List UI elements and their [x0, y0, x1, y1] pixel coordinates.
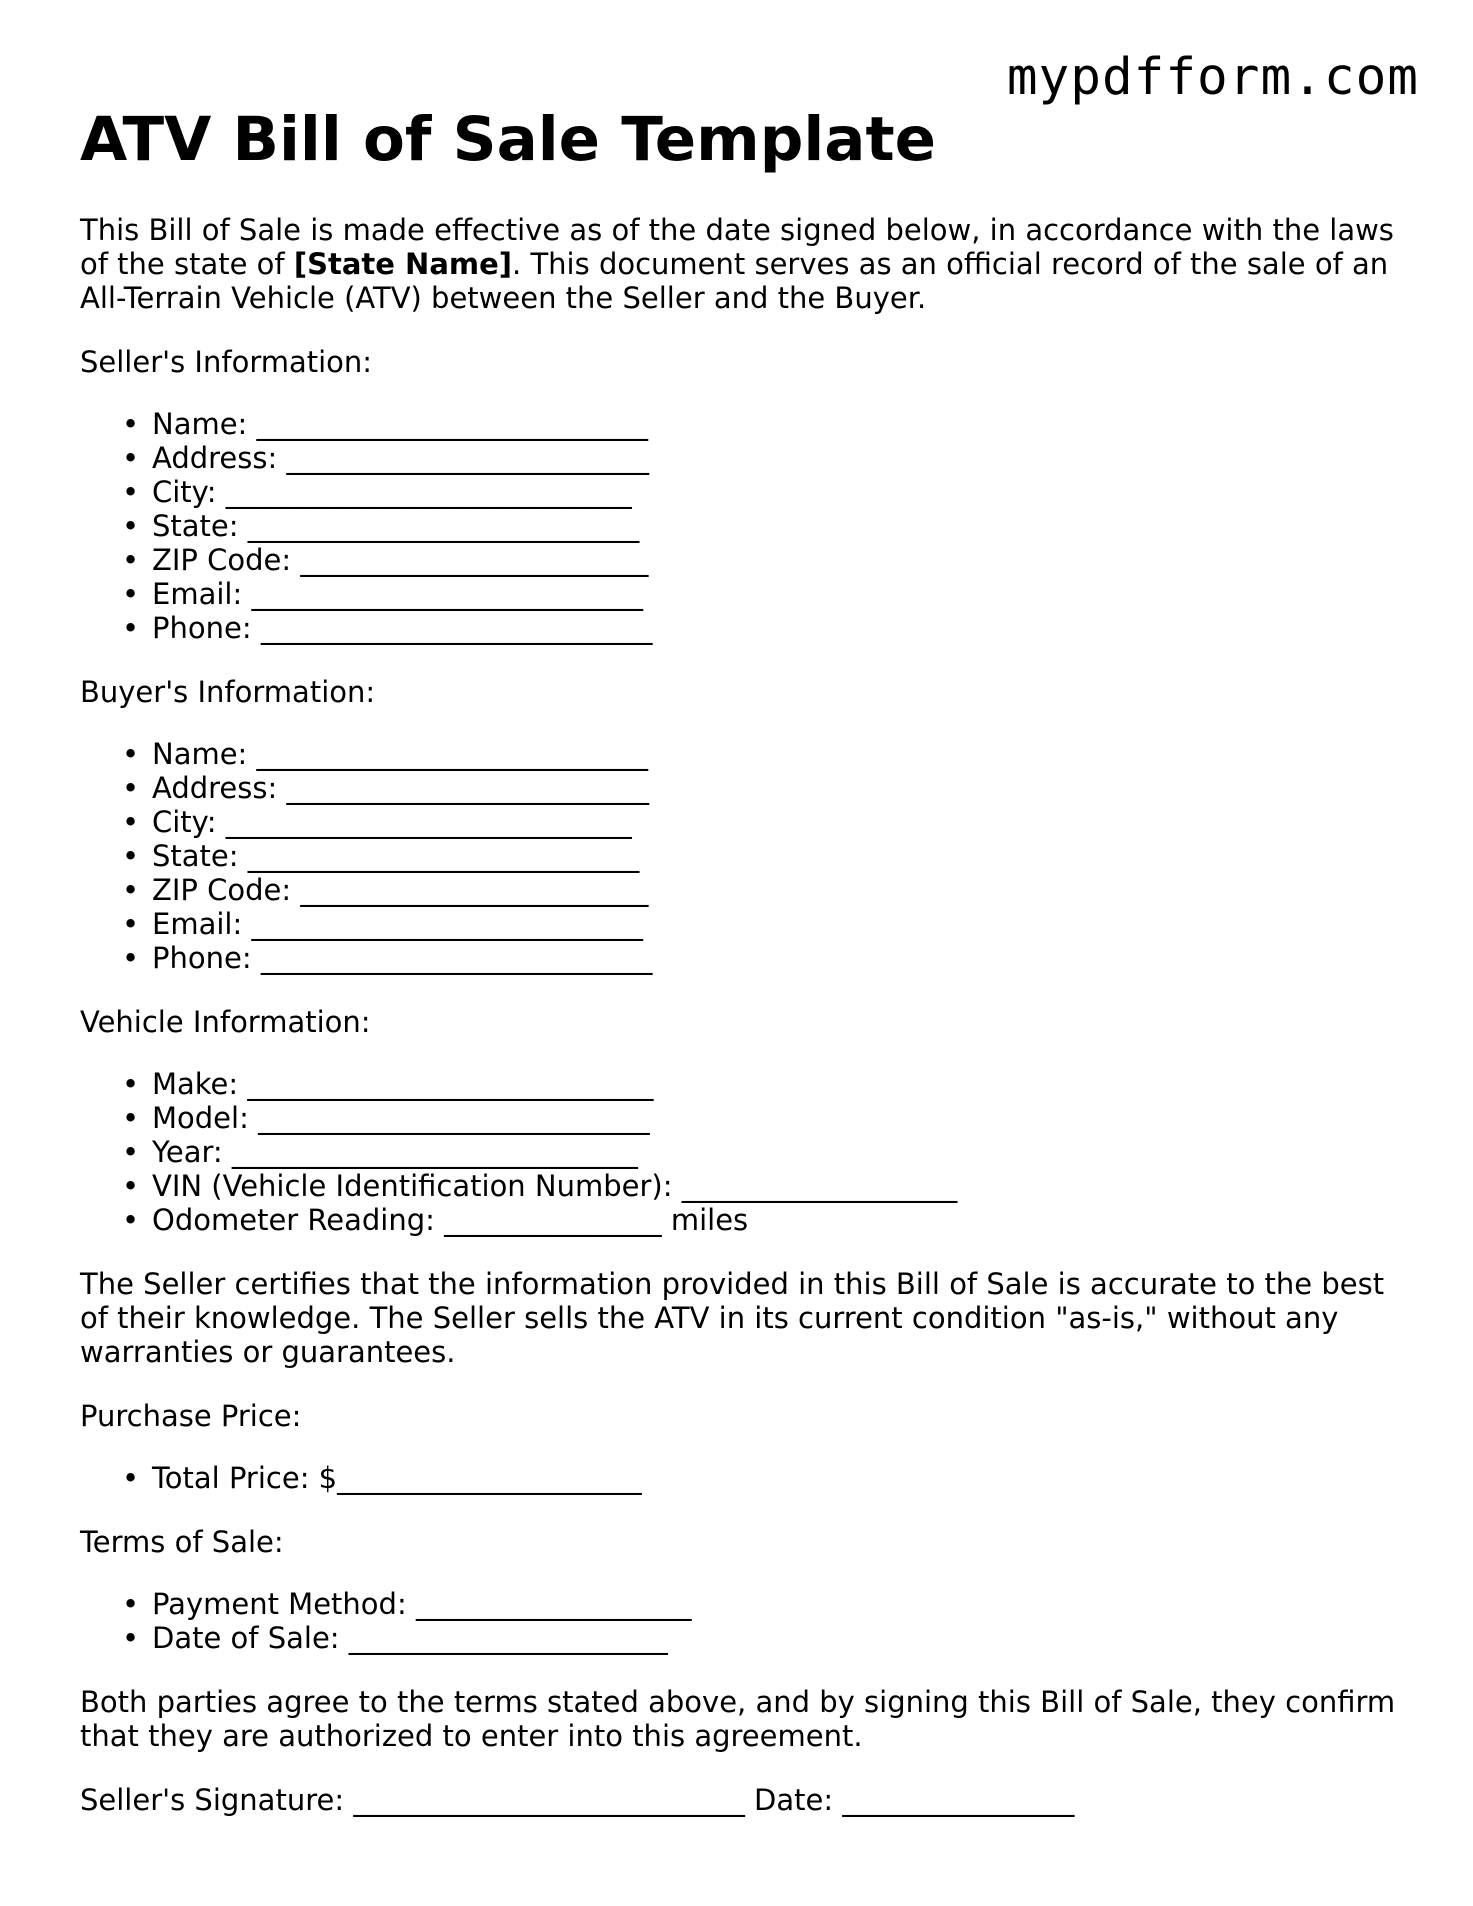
seller-heading: Seller's Information:: [80, 345, 373, 379]
vehicle-fields-list: [80, 1067, 1400, 1237]
total-price-field: • Total Price: $_____________________: [152, 1461, 1400, 1495]
buyer-address-blank[interactable]: _________________________: [286, 771, 649, 805]
vehicle-odometer-blank[interactable]: _______________: [444, 1203, 662, 1237]
terms-heading: Terms of Sale:: [80, 1525, 284, 1559]
vehicle-year-blank[interactable]: ____________________________: [231, 1135, 638, 1169]
terms-fields-list: [80, 1587, 1400, 1655]
watermark: mypdfform.com: [1006, 48, 1419, 107]
seller-address-blank[interactable]: _________________________: [286, 441, 649, 475]
buyer-email-field: • Email: ___________________________: [152, 907, 1400, 941]
vehicle-vin-blank[interactable]: ___________________: [681, 1169, 958, 1203]
vehicle-odometer-field: • Odometer Reading: _______________ miles: [152, 1203, 1400, 1237]
signature-date-label: Date:: [754, 1783, 834, 1817]
intro-text-after: . This document serves as an official record of the sale of an All-Terrain Vehicle (ATV) between the Seller and the Buyer.: [80, 247, 1389, 315]
buyer-address-field: • Address: _________________________: [152, 771, 1400, 805]
seller-state-field: • State: ___________________________: [152, 509, 1400, 543]
buyer-phone-blank[interactable]: ___________________________: [260, 941, 653, 975]
seller-name-field: • Name: ___________________________: [152, 407, 1400, 441]
vehicle-model-field: • Model: ___________________________: [152, 1101, 1400, 1135]
vehicle-vin-field: • VIN (Vehicle Identification Number): ___________________: [152, 1169, 1400, 1203]
document-page: [80, 95, 1400, 1817]
intro-text-before: This Bill of Sale is made effective as of the date signed below, in accordance with the laws of the state of: [80, 213, 1394, 281]
signature-date-blank[interactable]: ________________: [842, 1783, 1075, 1817]
intro-paragraph: [80, 213, 1400, 315]
vehicle-model-blank[interactable]: ___________________________: [258, 1101, 650, 1135]
date-of-sale-field: • Date of Sale: ______________________: [152, 1621, 1400, 1655]
vehicle-year-field: • Year: ____________________________: [152, 1135, 1400, 1169]
buyer-city-field: • City: ____________________________: [152, 805, 1400, 839]
buyer-name-field: • Name: ___________________________: [152, 737, 1400, 771]
purchase-heading: Purchase Price:: [80, 1399, 302, 1433]
buyer-heading: Buyer's Information:: [80, 675, 376, 709]
buyer-zip-field: • ZIP Code: ________________________: [152, 873, 1400, 907]
payment-method-field: • Payment Method: ___________________: [152, 1587, 1400, 1621]
page-title: ATV Bill of Sale Template: [80, 104, 936, 175]
seller-fields-list: [80, 407, 1400, 645]
seller-city-blank[interactable]: ____________________________: [225, 475, 632, 509]
vehicle-make-field: • Make: ____________________________: [152, 1067, 1400, 1101]
buyer-fields-list: [80, 737, 1400, 975]
odometer-unit: miles: [670, 1203, 749, 1237]
buyer-city-blank[interactable]: ____________________________: [225, 805, 632, 839]
buyer-name-blank[interactable]: ___________________________: [256, 737, 649, 771]
seller-phone-blank[interactable]: ___________________________: [260, 611, 653, 645]
seller-signature-blank[interactable]: ___________________________: [353, 1783, 745, 1817]
purchase-fields-list: [80, 1461, 1400, 1495]
seller-name-blank[interactable]: ___________________________: [256, 407, 649, 441]
buyer-zip-blank[interactable]: ________________________: [300, 873, 649, 907]
seller-signature-label: Seller's Signature:: [80, 1783, 345, 1817]
state-name-placeholder: [State Name]: [293, 247, 513, 281]
seller-email-field: • Email: ___________________________: [152, 577, 1400, 611]
vehicle-heading: Vehicle Information:: [80, 1005, 371, 1039]
seller-zip-blank[interactable]: ________________________: [300, 543, 649, 577]
payment-method-blank[interactable]: ___________________: [415, 1587, 692, 1621]
seller-phone-field: • Phone: ___________________________: [152, 611, 1400, 645]
seller-zip-field: • ZIP Code: ________________________: [152, 543, 1400, 577]
buyer-phone-field: • Phone: ___________________________: [152, 941, 1400, 975]
vehicle-make-blank[interactable]: ____________________________: [247, 1067, 654, 1101]
seller-city-field: • City: ____________________________: [152, 475, 1400, 509]
total-price-blank[interactable]: _____________________: [337, 1461, 642, 1495]
agreement-paragraph: Both parties agree to the terms stated above, and by signing this Bill of Sale, they confirm that they are authorized to enter into this agreement.: [80, 1685, 1396, 1753]
date-of-sale-blank[interactable]: ______________________: [348, 1621, 668, 1655]
seller-address-field: • Address: _________________________: [152, 441, 1400, 475]
buyer-state-field: • State: ___________________________: [152, 839, 1400, 873]
seller-email-blank[interactable]: ___________________________: [251, 577, 643, 611]
seller-state-blank[interactable]: ___________________________: [247, 509, 640, 543]
buyer-email-blank[interactable]: ___________________________: [251, 907, 643, 941]
certification-paragraph: The Seller certifies that the information provided in this Bill of Sale is accurate to the best of their knowledge. The Seller sells the ATV in its current condition "as-is," without any warranties or guarantees.: [80, 1267, 1385, 1369]
buyer-state-blank[interactable]: ___________________________: [247, 839, 640, 873]
seller-signature-line: [80, 1783, 1400, 1817]
